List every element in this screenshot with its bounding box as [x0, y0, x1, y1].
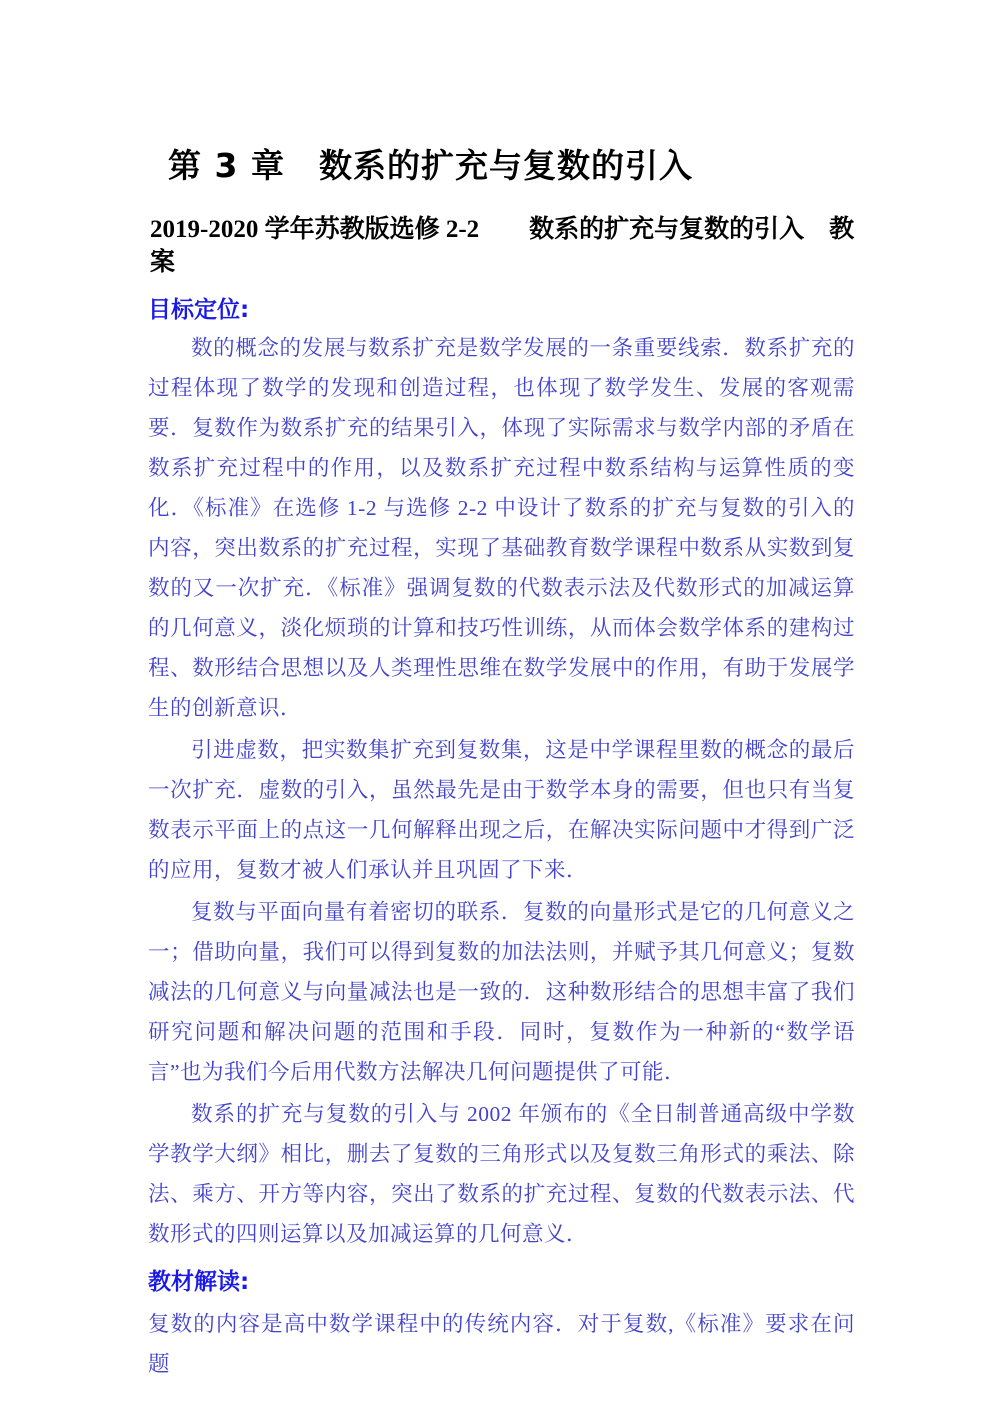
paragraph-traditional-content: 复数的内容是高中数学课程中的传统内容．对于复数,《标准》要求在问题	[148, 1312, 855, 1376]
paragraph-2002-syllabus-comparison: 数系的扩充与复数的引入与 2002 年颁布的《全日制普通高级中学数学教学大纲》相比，删去了复数的三角形式以及复数三角形式的乘法、除法、乘方、开方等内容，突出了数系的扩充过程、复数的代数表示法、代数形式的四则运算以及加减运算的几何意义．	[148, 1102, 855, 1246]
section-goal-positioning	[148, 295, 855, 1254]
paragraph-imaginary-numbers: 引进虚数，把实数集扩充到复数集，这是中学课程里数的概念的最后一次扩充．虚数的引入，虽然最先是由于数学本身的需要，但也只有当复数表示平面上的点这一几何解释出现之后，在解决实际问题中才得到广泛的应用，复数才被人们承认并且巩固了下来．	[148, 738, 855, 882]
section-heading-textbook-interpretation: 教材解读:	[148, 1269, 250, 1295]
document-subtitle: 2019-2020 学年苏教版选修 2-2 数系的扩充与复数的引入 教案	[150, 216, 855, 276]
paragraph-number-system-expansion: 数的概念的发展与数系扩充是数学发展的一条重要线索．数系扩充的过程体现了数学的发现和创造过程，也体现了数学发生、发展的客观需要．复数作为数系扩充的结果引入，体现了实际需求与数学内部的矛盾在数系扩充过程中的作用，以及数系扩充过程中数系结构与运算性质的变化．《标准》在选修 1-2 与选修 2-2 中设计了数系的扩充与复数的引入的内容，突出数系的扩充过程，实现了基础教育数学课程中数系从实数到复数的又一次扩充．《标准》强调复数的代数表示法及代数形式的加减运算的几何意义，淡化烦琐的计算和技巧性训练，从而体会数学体系的建构过程、数形结合思想以及人类理性思维在数学发展中的作用，有助于发展学生的创新意识．	[148, 336, 855, 720]
paragraph-complex-and-vectors: 复数与平面向量有着密切的联系．复数的向量形式是它的几何意义之一；借助向量，我们可以得到复数的加法法则，并赋予其几何意义；复数减法的几何意义与向量减法也是一致的．这种数形结合的思想丰富了我们研究问题和解决问题的范围和手段．同时，复数作为一种新的“数学语言”也为我们今后用代数方法解决几何问题提供了可能．	[148, 900, 855, 1084]
chapter-title: 第 3 章 数系的扩充与复数的引入	[168, 146, 693, 185]
section-textbook-interpretation	[148, 1262, 855, 1384]
section-heading-goal-positioning: 目标定位:	[148, 297, 250, 323]
